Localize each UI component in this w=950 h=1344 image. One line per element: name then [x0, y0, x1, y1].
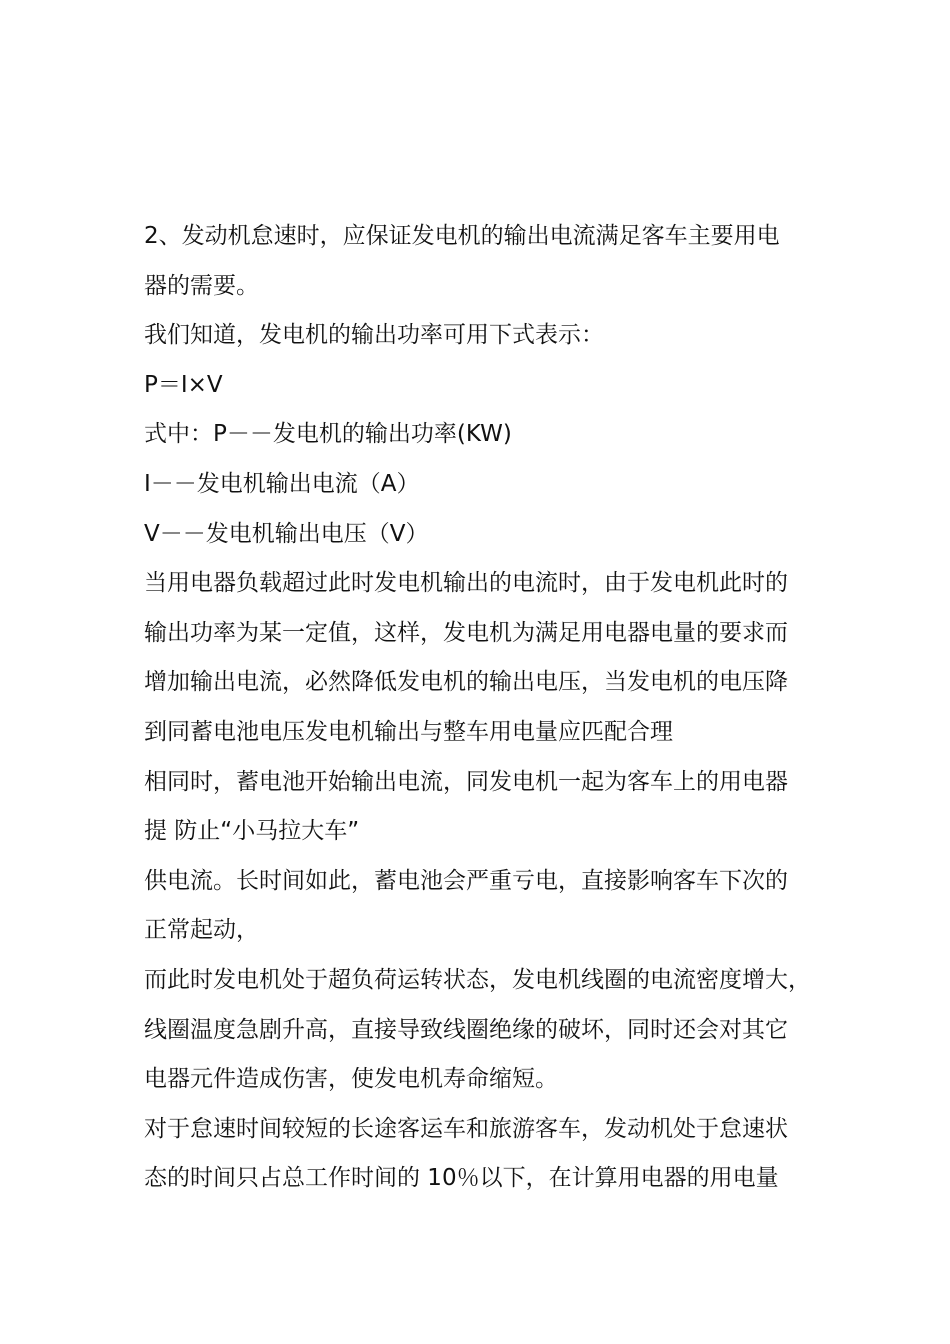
text-line: 输出功率为某一定值，这样，发电机为满足用电器电量的要求而: [144, 619, 788, 646]
text-line: 线圈温度急剧升高，直接导致线圈绝缘的破坏，同时还会对其它: [144, 1016, 788, 1043]
definition-line: I－－发电机输出电流（A）: [144, 470, 420, 497]
text-line: 态的时间只占总工作时间的 10％以下，在计算用电器的用电量: [144, 1165, 779, 1192]
definition-line: 式中：P－－发电机的输出功率(KW): [144, 421, 512, 448]
text-line: 2、发动机怠速时，应保证发电机的输出电流满足客车主要用电: [144, 223, 780, 249]
document-body: [144, 212, 824, 1204]
text-line: 当用电器负载超过此时发电机输出的电流时，由于发电机此时的: [144, 570, 788, 597]
text-line: 增加输出电流，必然降低发电机的输出电压，当发电机的电压降: [144, 669, 788, 696]
definition-line: V－－发电机输出电压（V）: [144, 520, 429, 547]
formula-line: P＝I×V: [144, 371, 223, 398]
text-line: 对于怠速时间较短的长途客运车和旅游客车，发动机处于怠速状: [144, 1115, 788, 1142]
text-line: 提 防止“小马拉大车”: [144, 818, 360, 845]
text-line: 器的需要。: [144, 272, 259, 299]
text-line: 而此时发电机处于超负荷运转状态，发电机线圈的电流密度增大，: [144, 966, 811, 993]
text-line: 到同蓄电池电压发电机输出与整车用电量应匹配合理: [144, 718, 673, 745]
text-line: 相同时，蓄电池开始输出电流，同发电机一起为客车上的用电器: [144, 768, 788, 795]
text-line: 供电流。长时间如此，蓄电池会严重亏电，直接影响客车下次的: [144, 867, 788, 894]
text-line: 正常起动，: [144, 917, 259, 944]
text-line: 我们知道，发电机的输出功率可用下式表示：: [144, 322, 604, 349]
text-line: 电器元件造成伤害，使发电机寿命缩短。: [144, 1066, 558, 1093]
